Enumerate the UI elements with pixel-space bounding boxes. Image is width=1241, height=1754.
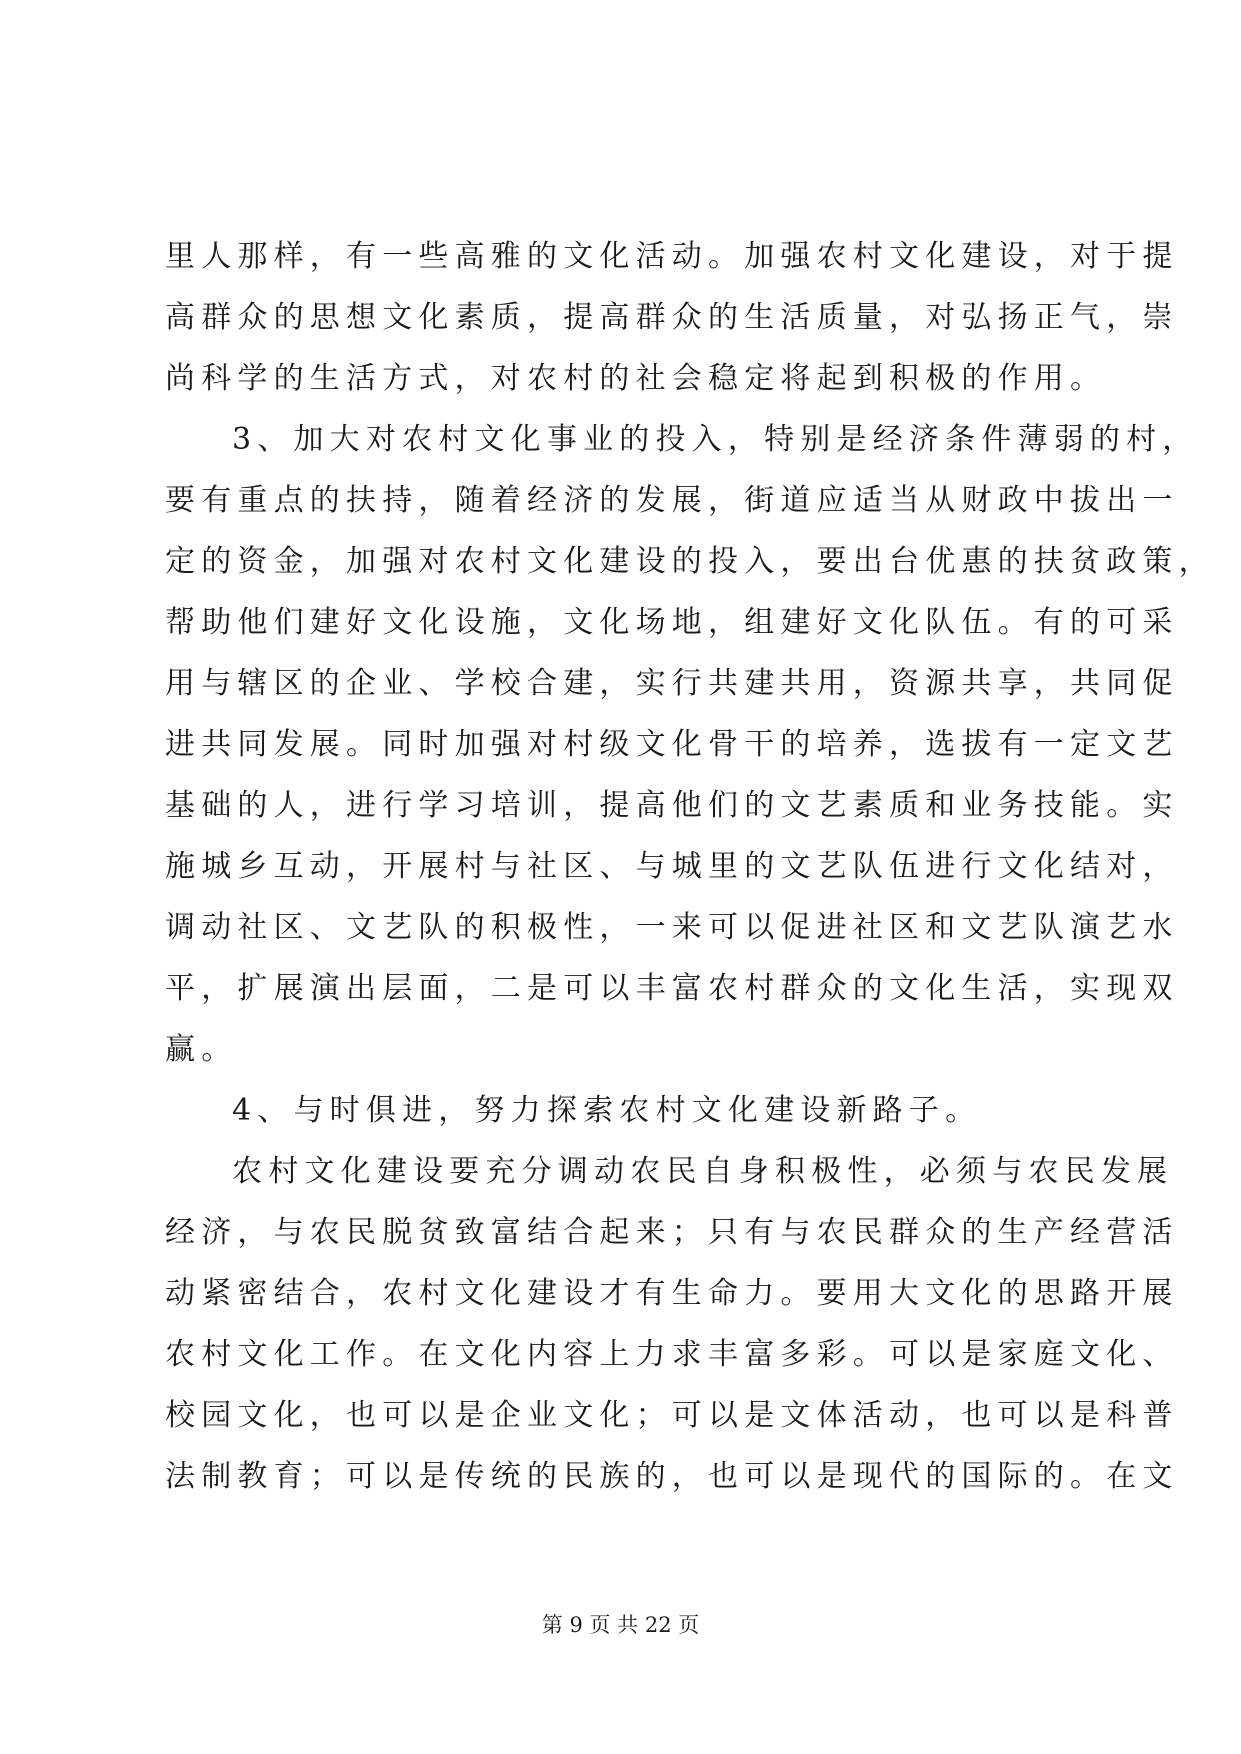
text-line: 帮助他们建好文化设施，文化场地，组建好文化队伍。有的可采	[165, 605, 1179, 640]
text-line: 里人那样，有一些高雅的文化活动。加强农村文化建设，对于提	[165, 239, 1179, 274]
paragraph-heading-3: 3、加大对农村文化事业的投入，特别是经济条件薄弱的村，	[232, 422, 1199, 457]
text-line: 尚科学的生活方式，对农村的社会稳定将起到积极的作用。	[165, 361, 1107, 396]
text-line: 调动社区、文艺队的积极性，一来可以促进社区和文艺队演艺水	[165, 910, 1179, 945]
text-line: 进共同发展。同时加强对村级文化骨干的培养，选拔有一定文艺	[165, 727, 1179, 762]
text-line: 经济，与农民脱贫致富结合起来；只有与农民群众的生产经营活	[165, 1215, 1179, 1250]
text-line: 动紧密结合，农村文化建设才有生命力。要用大文化的思路开展	[165, 1276, 1179, 1311]
paragraph-start: 农村文化建设要充分调动农民自身积极性，必须与农民发展	[232, 1154, 1174, 1189]
text-line: 校园文化，也可以是企业文化；可以是文体活动，也可以是科普	[165, 1398, 1179, 1433]
text-line: 施城乡互动，开展村与社区、与城里的文艺队伍进行文化结对，	[165, 849, 1179, 884]
text-line: 基础的人，进行学习培训，提高他们的文艺素质和业务技能。实	[165, 788, 1179, 823]
text-line: 定的资金，加强对农村文化建设的投入，要出台优惠的扶贫政策，	[165, 544, 1215, 579]
text-line: 用与辖区的企业、学校合建，实行共建共用，资源共享，共同促	[165, 666, 1179, 701]
page-number-footer: 第 9 页 共 22 页	[541, 1613, 700, 1637]
text-line: 法制教育；可以是传统的民族的，也可以是现代的国际的。在文	[165, 1459, 1179, 1494]
text-line: 农村文化工作。在文化内容上力求丰富多彩。可以是家庭文化、	[165, 1337, 1179, 1372]
text-line: 要有重点的扶持，随着经济的发展，街道应适当从财政中拔出一	[165, 483, 1179, 518]
paragraph-heading-4: 4、与时俱进，努力探索农村文化建设新路子。	[232, 1093, 982, 1128]
text-line: 平，扩展演出层面，二是可以丰富农村群众的文化生活，实现双	[165, 971, 1179, 1006]
body-text	[165, 226, 1215, 1507]
text-line: 高群众的思想文化素质，提高群众的生活质量，对弘扬正气，崇	[165, 300, 1179, 335]
text-line: 赢。	[165, 1032, 238, 1067]
